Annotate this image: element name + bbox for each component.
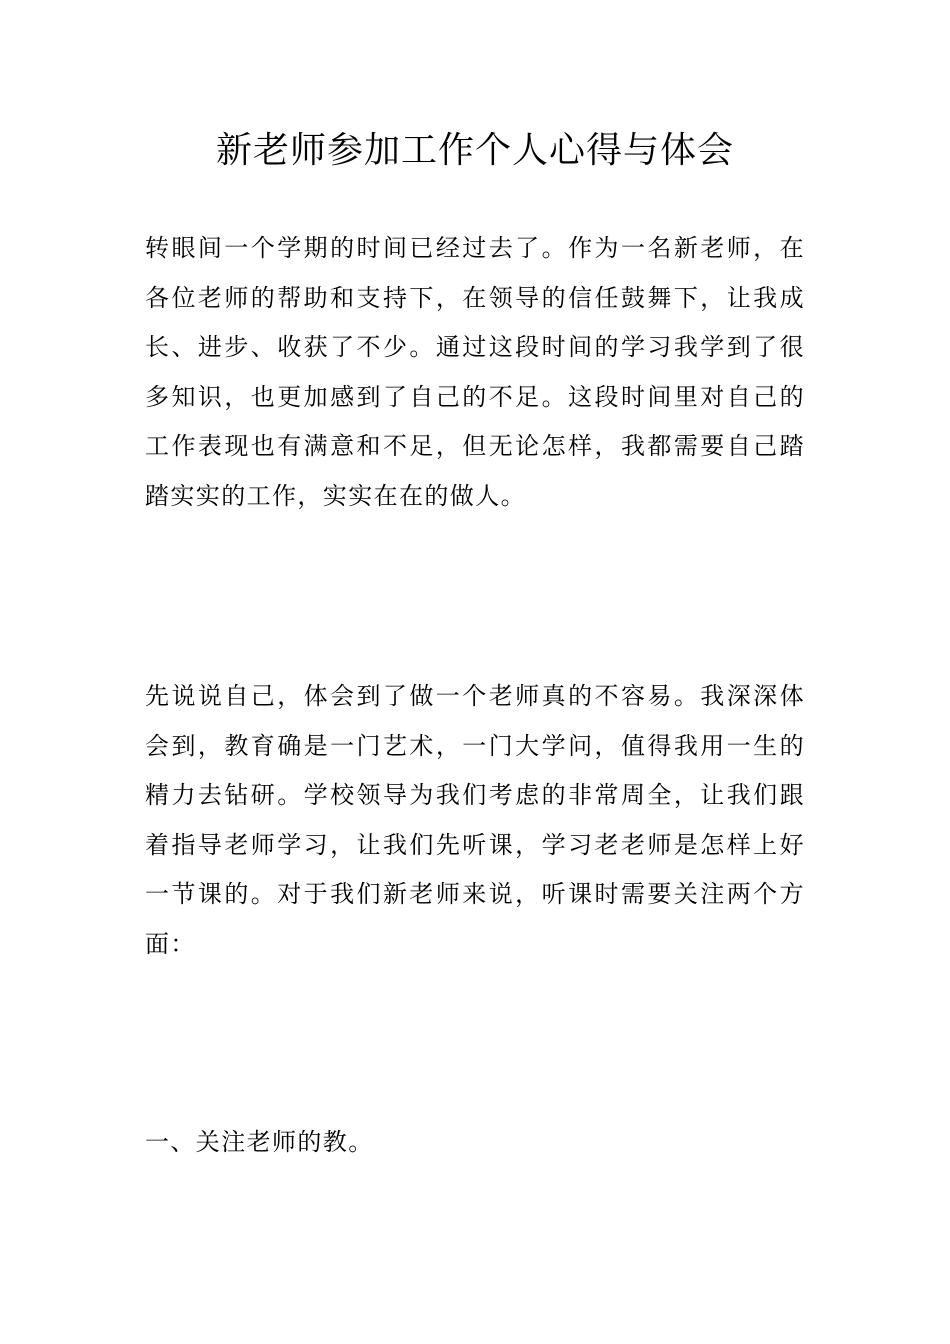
paragraph-section-heading: 一、关注老师的教。 bbox=[145, 1128, 374, 1156]
document-title: 新老师参加工作个人心得与体会 bbox=[215, 130, 734, 171]
paragraph-intro: 转眼间一个学期的时间已经过去了。作为一名新老师，在各位老师的帮助和支持下，在领导的信任鼓舞下，让我成长、进步、收获了不少。通过这段时间的学习我学到了很多知识，也更加感到了自己的不足。这段时间里对自己的工作表现也有满意和不足，但无论怎样，我都需要自己踏踏实实的工作，实实在在的做人。 bbox=[145, 234, 805, 510]
paragraph-self-reflection: 先说说自己，体会到了做一个老师真的不容易。我深深体会到，教育确是一门艺术，一门大学问，值得我用一生的精力去钻研。学校领导为我们考虑的非常周全，让我们跟着指导老师学习，让我们先听课，学习老老师是怎样上好一节课的。对于我们新老师来说，听课时需要关注两个方面： bbox=[145, 682, 805, 958]
